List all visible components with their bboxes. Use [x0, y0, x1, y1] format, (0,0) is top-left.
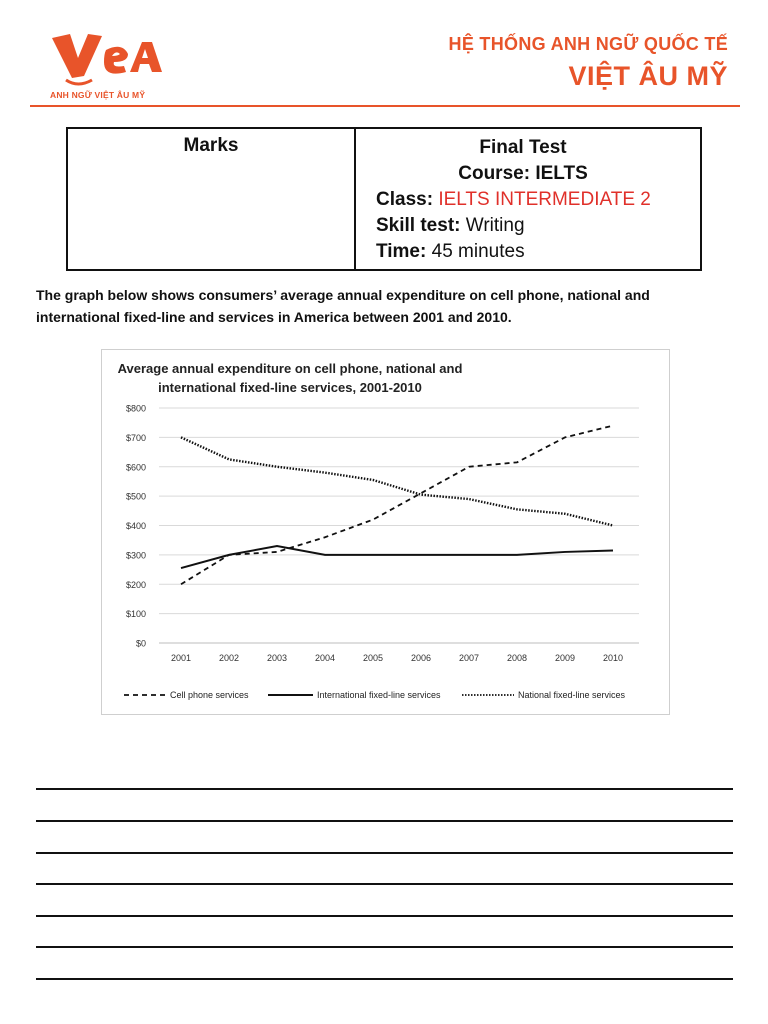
- time-value: 45 minutes: [431, 241, 525, 262]
- skill-value: Writing: [465, 215, 525, 236]
- y-tick-label: $0: [135, 638, 146, 649]
- marks-label: Marks: [183, 135, 239, 156]
- x-tick-label: 2006: [410, 653, 432, 663]
- x-tick-label: 2010: [602, 653, 624, 663]
- legend-label: Cell phone services: [170, 690, 249, 700]
- x-tick-label: 2003: [266, 653, 288, 663]
- x-tick-label: 2008: [506, 653, 528, 663]
- series-line-dashed: [181, 426, 613, 585]
- task-prompt: The graph below shows consumers’ average annual expenditure on cell phone, national and international fixed-line and services in America between 2001 and 2010.: [36, 287, 650, 325]
- answer-line: [36, 915, 733, 917]
- legend-label: National fixed-line services: [518, 690, 626, 700]
- y-tick-label: $600: [125, 462, 146, 473]
- test-info-table: [66, 127, 702, 271]
- x-tick-label: 2007: [458, 653, 480, 663]
- series-line-dotted: [181, 437, 613, 525]
- y-tick-label: $500: [125, 491, 146, 502]
- skill-label: Skill test:: [376, 215, 461, 236]
- x-tick-label: 2005: [362, 653, 384, 663]
- y-tick-label: $100: [125, 609, 146, 620]
- answer-line: [36, 820, 733, 822]
- y-tick-label: $400: [125, 521, 146, 531]
- answer-line: [36, 946, 733, 948]
- chart-svg: [102, 350, 669, 714]
- series-line-solid: [181, 546, 613, 568]
- marks-cell: [67, 128, 355, 270]
- test-title: Final Test: [479, 137, 567, 158]
- y-tick-label: $700: [125, 432, 146, 443]
- x-tick-label: 2001: [170, 653, 192, 663]
- header-divider: [30, 105, 740, 107]
- course-line: Course: IELTS: [458, 163, 588, 184]
- line-chart: [101, 349, 670, 715]
- logo-tagline: ANH NGỮ VIỆT ÂU MỸ: [50, 90, 146, 100]
- chart-title-line-2: international fixed-line services, 2001-2010: [158, 380, 422, 395]
- time-label: Time:: [376, 241, 427, 262]
- answer-line: [36, 788, 733, 790]
- y-tick-label: $800: [125, 403, 146, 414]
- brand-title: VIỆT ÂU MỸ: [568, 61, 728, 91]
- skill-row: [376, 213, 700, 239]
- brand-subtitle: HỆ THỐNG ANH NGỮ QUỐC TẾ: [448, 34, 728, 54]
- class-row: [376, 187, 700, 213]
- class-label: Class:: [376, 189, 434, 210]
- time-row: [376, 239, 700, 265]
- answer-line: [36, 883, 733, 885]
- logo: [48, 28, 168, 106]
- chart-title-line-1: Average annual expenditure on cell phone, national and: [117, 361, 463, 376]
- answer-line: [36, 852, 733, 854]
- y-tick-label: $200: [125, 579, 146, 590]
- brand-block: [449, 34, 728, 92]
- legend-label: International fixed-line services: [317, 690, 441, 700]
- test-info-cell: [355, 128, 701, 270]
- class-value: IELTS INTERMEDIATE 2: [438, 189, 651, 210]
- answer-line: [36, 978, 733, 980]
- x-tick-label: 2004: [314, 653, 336, 663]
- x-tick-label: 2002: [218, 653, 240, 663]
- logo-mark-icon: [48, 28, 168, 90]
- x-tick-label: 2009: [554, 653, 576, 663]
- y-tick-label: $300: [125, 550, 146, 561]
